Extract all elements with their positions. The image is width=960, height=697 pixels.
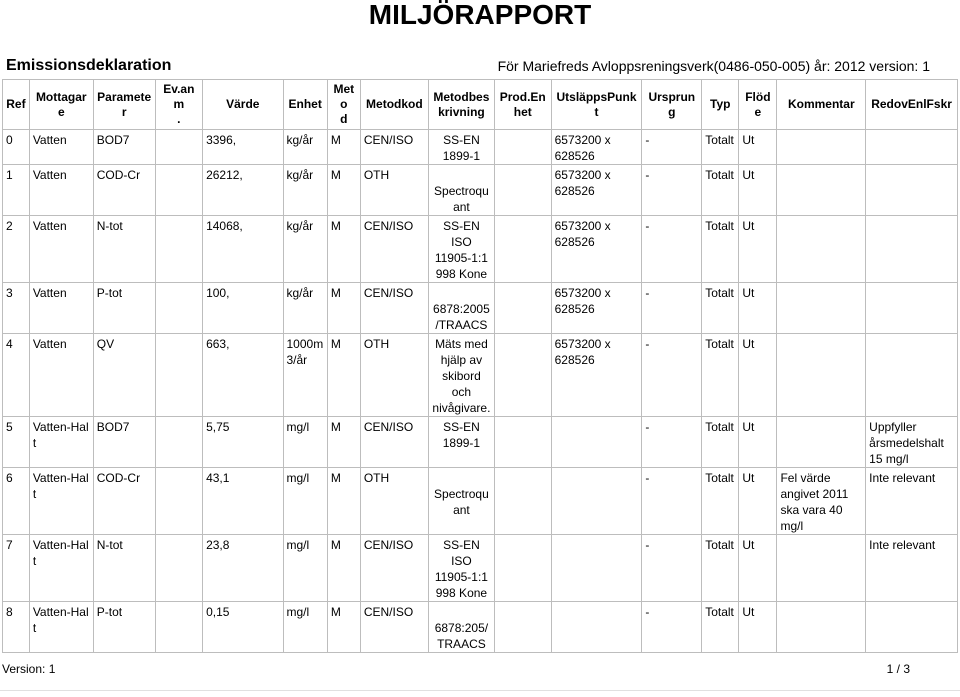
cell-ev-anm <box>155 602 202 653</box>
cell-mottagare: Vatten <box>29 165 93 216</box>
cell-prod-enhet <box>494 130 551 165</box>
cell-mottagare: Vatten-Hal t <box>29 468 93 535</box>
cell-enhet: 1000m 3/år <box>283 334 327 417</box>
table-row <box>3 535 958 602</box>
cell-ursprung: - <box>642 130 702 165</box>
column-header-metod: Meto d <box>327 80 360 130</box>
cell-mottagare: Vatten <box>29 283 93 334</box>
cell-kommentar <box>777 283 866 334</box>
cell-metodkod: OTH <box>360 165 428 216</box>
cell-flode: Ut <box>739 165 777 216</box>
cell-varde: 26212, <box>203 165 283 216</box>
cell-metod: M <box>327 602 360 653</box>
cell-metodkod: CEN/ISO <box>360 417 428 468</box>
cell-typ: Totalt <box>702 130 739 165</box>
cell-ev-anm <box>155 165 202 216</box>
cell-enhet: mg/l <box>283 602 327 653</box>
cell-mottagare: Vatten-Hal t <box>29 535 93 602</box>
cell-prod-enhet <box>494 602 551 653</box>
table-row <box>3 165 958 216</box>
cell-typ: Totalt <box>702 602 739 653</box>
cell-typ: Totalt <box>702 535 739 602</box>
cell-prod-enhet <box>494 468 551 535</box>
column-header-redovenlfskr: RedovEnlFskr <box>866 80 958 130</box>
column-header-utslappspunkt: UtsläppsPunkt <box>551 80 642 130</box>
page-title: MILJÖRAPPORT <box>368 0 592 30</box>
cell-parameter: P-tot <box>93 283 155 334</box>
cell-utslappspunkt: 6573200 x 628526 <box>551 165 642 216</box>
table-body <box>3 130 958 653</box>
cell-ev-anm <box>155 130 202 165</box>
cell-metod: M <box>327 283 360 334</box>
cell-redovenlfskr <box>866 216 958 283</box>
cell-typ: Totalt <box>702 334 739 417</box>
cell-redovenlfskr: Inte relevant <box>866 468 958 535</box>
cell-varde: 14068, <box>203 216 283 283</box>
cell-metod: M <box>327 216 360 283</box>
cell-prod-enhet <box>494 165 551 216</box>
cell-metodbeskrivning: Spectroqu ant <box>428 165 494 216</box>
page-number: 1 / 3 <box>886 662 910 676</box>
cell-ursprung: - <box>642 334 702 417</box>
cell-mottagare: Vatten-Hal t <box>29 417 93 468</box>
cell-enhet: mg/l <box>283 535 327 602</box>
cell-ref: 4 <box>3 334 30 417</box>
cell-metod: M <box>327 535 360 602</box>
cell-metod: M <box>327 130 360 165</box>
cell-utslappspunkt <box>551 602 642 653</box>
cell-ref: 7 <box>3 535 30 602</box>
cell-redovenlfskr <box>866 602 958 653</box>
cell-ref: 5 <box>3 417 30 468</box>
table-row <box>3 602 958 653</box>
cell-ref: 2 <box>3 216 30 283</box>
cell-typ: Totalt <box>702 165 739 216</box>
cell-metod: M <box>327 417 360 468</box>
cell-flode: Ut <box>739 602 777 653</box>
cell-metod: M <box>327 165 360 216</box>
cell-flode: Ut <box>739 535 777 602</box>
cell-utslappspunkt: 6573200 x 628526 <box>551 334 642 417</box>
cell-ref: 0 <box>3 130 30 165</box>
cell-prod-enhet <box>494 535 551 602</box>
cell-kommentar <box>777 334 866 417</box>
cell-mottagare: Vatten-Hal t <box>29 602 93 653</box>
table-row <box>3 216 958 283</box>
cell-ursprung: - <box>642 417 702 468</box>
cell-flode: Ut <box>739 130 777 165</box>
cell-redovenlfskr: Inte relevant <box>866 535 958 602</box>
cell-prod-enhet <box>494 334 551 417</box>
cell-varde: 0,15 <box>203 602 283 653</box>
cell-prod-enhet <box>494 283 551 334</box>
cell-mottagare: Vatten <box>29 130 93 165</box>
cell-metodkod: CEN/ISO <box>360 535 428 602</box>
cell-redovenlfskr <box>866 283 958 334</box>
cell-metodbeskrivning: 6878:205/ TRAACS <box>428 602 494 653</box>
column-header-parameter: Parameter <box>93 80 155 130</box>
cell-varde: 3396, <box>203 130 283 165</box>
column-header-flode: Flöde <box>739 80 777 130</box>
cell-varde: 5,75 <box>203 417 283 468</box>
cell-flode: Ut <box>739 334 777 417</box>
cell-prod-enhet <box>494 216 551 283</box>
cell-kommentar <box>777 130 866 165</box>
cell-enhet: mg/l <box>283 468 327 535</box>
cell-kommentar: Fel värde angivet 2011 ska vara 40 mg/l <box>777 468 866 535</box>
cell-metodbeskrivning: SS-EN ISO 11905-1:1 998 Kone <box>428 535 494 602</box>
cell-ev-anm <box>155 283 202 334</box>
table-row <box>3 334 958 417</box>
cell-metodkod: CEN/ISO <box>360 283 428 334</box>
cell-utslappspunkt <box>551 468 642 535</box>
cell-kommentar <box>777 602 866 653</box>
cell-redovenlfskr <box>866 130 958 165</box>
cell-ev-anm <box>155 535 202 602</box>
cell-ursprung: - <box>642 165 702 216</box>
cell-ev-anm <box>155 334 202 417</box>
cell-metodbeskrivning: Mäts med hjälp av skibord och nivågivare. <box>428 334 494 417</box>
cell-metod: M <box>327 334 360 417</box>
cell-utslappspunkt <box>551 417 642 468</box>
cell-utslappspunkt: 6573200 x 628526 <box>551 130 642 165</box>
report-facility-heading: För Mariefreds Avloppsreningsverk(0486-050-005) år: 2012 version: 1 <box>497 58 930 74</box>
cell-ref: 1 <box>3 165 30 216</box>
cell-ursprung: - <box>642 535 702 602</box>
cell-varde: 100, <box>203 283 283 334</box>
cell-ev-anm <box>155 216 202 283</box>
cell-ursprung: - <box>642 216 702 283</box>
cell-ev-anm <box>155 417 202 468</box>
cell-utslappspunkt: 6573200 x 628526 <box>551 216 642 283</box>
cell-metodbeskrivning: SS-EN 1899-1 <box>428 417 494 468</box>
cell-typ: Totalt <box>702 216 739 283</box>
table-row <box>3 468 958 535</box>
cell-mottagare: Vatten <box>29 334 93 417</box>
cell-parameter: N-tot <box>93 216 155 283</box>
cell-parameter: COD-Cr <box>93 468 155 535</box>
cell-kommentar <box>777 165 866 216</box>
cell-metodkod: CEN/ISO <box>360 216 428 283</box>
cell-enhet: kg/år <box>283 283 327 334</box>
column-header-metodkod: Metodkod <box>360 80 428 130</box>
column-header-prod-enhet: Prod.Enhet <box>494 80 551 130</box>
cell-metod: M <box>327 468 360 535</box>
cell-enhet: kg/år <box>283 130 327 165</box>
section-title: Emissionsdeklaration <box>6 57 172 74</box>
cell-parameter: COD-Cr <box>93 165 155 216</box>
cell-redovenlfskr: Uppfyller årsmedelshalt 15 mg/l <box>866 417 958 468</box>
cell-parameter: QV <box>93 334 155 417</box>
cell-metodbeskrivning: 6878:2005 /TRAACS <box>428 283 494 334</box>
cell-ursprung: - <box>642 468 702 535</box>
table-header-row <box>3 80 958 130</box>
column-header-typ: Typ <box>702 80 739 130</box>
column-header-kommentar: Kommentar <box>777 80 866 130</box>
cell-varde: 663, <box>203 334 283 417</box>
cell-metodbeskrivning: Spectroqu ant <box>428 468 494 535</box>
cell-varde: 23,8 <box>203 535 283 602</box>
column-header-varde: Värde <box>203 80 283 130</box>
cell-metodbeskrivning: SS-EN ISO 11905-1:1 998 Kone <box>428 216 494 283</box>
footer-divider <box>0 690 960 691</box>
cell-ref: 8 <box>3 602 30 653</box>
cell-kommentar <box>777 417 866 468</box>
cell-mottagare: Vatten <box>29 216 93 283</box>
cell-flode: Ut <box>739 468 777 535</box>
table-row <box>3 283 958 334</box>
cell-parameter: BOD7 <box>93 417 155 468</box>
table-row <box>3 417 958 468</box>
cell-kommentar <box>777 535 866 602</box>
column-header-mottagare: Mottagare <box>29 80 93 130</box>
cell-parameter: BOD7 <box>93 130 155 165</box>
column-header-ev-anm: Ev.anm . <box>155 80 202 130</box>
cell-metodbeskrivning: SS-EN 1899-1 <box>428 130 494 165</box>
cell-prod-enhet <box>494 417 551 468</box>
cell-metodkod: OTH <box>360 468 428 535</box>
cell-ref: 6 <box>3 468 30 535</box>
cell-ursprung: - <box>642 283 702 334</box>
table-row <box>3 130 958 165</box>
cell-ev-anm <box>155 468 202 535</box>
version-label: Version: 1 <box>2 662 56 676</box>
cell-typ: Totalt <box>702 468 739 535</box>
cell-metodkod: OTH <box>360 334 428 417</box>
cell-ref: 3 <box>3 283 30 334</box>
cell-flode: Ut <box>739 216 777 283</box>
column-header-metodbeskrivning: Metodbes krivning <box>428 80 494 130</box>
cell-kommentar <box>777 216 866 283</box>
cell-redovenlfskr <box>866 334 958 417</box>
column-header-ref: Ref <box>3 80 30 130</box>
cell-parameter: N-tot <box>93 535 155 602</box>
cell-ursprung: - <box>642 602 702 653</box>
cell-enhet: mg/l <box>283 417 327 468</box>
cell-utslappspunkt <box>551 535 642 602</box>
cell-enhet: kg/år <box>283 216 327 283</box>
cell-enhet: kg/år <box>283 165 327 216</box>
cell-typ: Totalt <box>702 417 739 468</box>
cell-metodkod: CEN/ISO <box>360 602 428 653</box>
cell-typ: Totalt <box>702 283 739 334</box>
emissions-table <box>2 79 958 653</box>
cell-parameter: P-tot <box>93 602 155 653</box>
cell-varde: 43,1 <box>203 468 283 535</box>
column-header-enhet: Enhet <box>283 80 327 130</box>
column-header-ursprung: Ursprung <box>642 80 702 130</box>
cell-flode: Ut <box>739 283 777 334</box>
cell-flode: Ut <box>739 417 777 468</box>
cell-redovenlfskr <box>866 165 958 216</box>
cell-utslappspunkt: 6573200 x 628526 <box>551 283 642 334</box>
cell-metodkod: CEN/ISO <box>360 130 428 165</box>
